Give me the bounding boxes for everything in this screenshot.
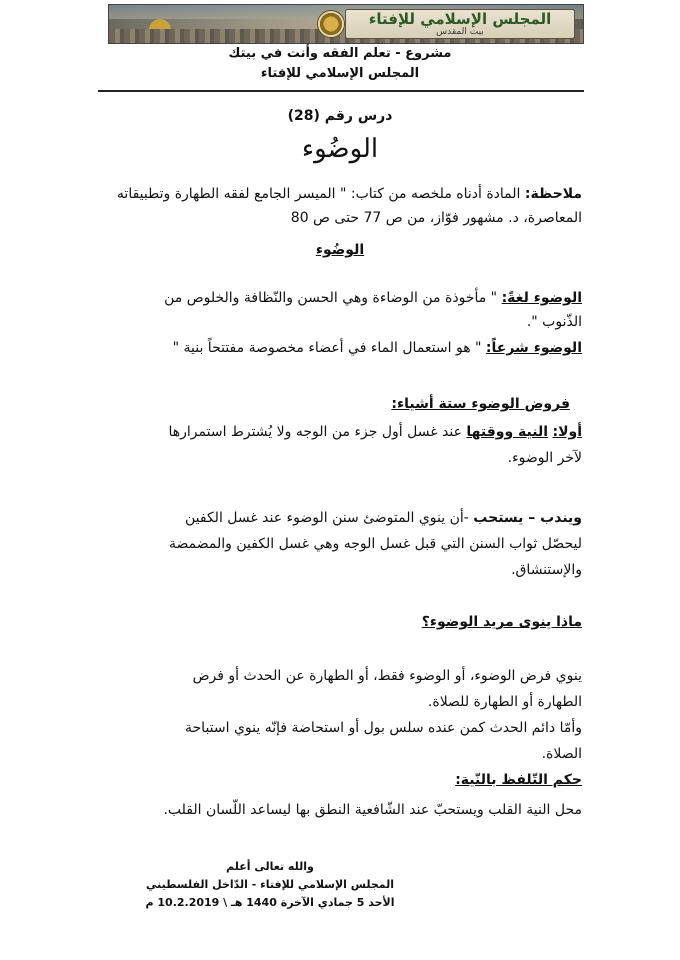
def-language-label: الوضوء لغةً: xyxy=(501,290,582,306)
recommended-line-2: ليحصّل ثواب السنن التي قبل غسل الوجه وهي غسل الكفين والمضمضة xyxy=(169,536,582,552)
def-sharia-text: " هو استعمال الماء في أعضاء مخصوصة مفتتحاً بنية " xyxy=(172,340,486,356)
banner-title: المجلس الإسلامي للإفتاء xyxy=(368,10,552,28)
banner-title-box xyxy=(345,9,575,39)
recommended-label: ويندب – يستحب xyxy=(473,510,582,526)
def-language-line-2: الذّنوب ". xyxy=(526,314,582,330)
utterance-line-1: محل النية القلب ويستحبّ عند الشّافعية النطق بها ليساعد اللّسان القلب. xyxy=(163,802,582,818)
header-divider xyxy=(98,90,584,92)
intent-line-4: الصلاة. xyxy=(541,746,582,762)
note-text-1: المادة أدناه ملخصه من كتاب: " الميسر الجامع لفقه الطهارة وتطبيقاته xyxy=(116,186,525,202)
obligation-first-label: أولا: xyxy=(552,424,582,440)
def-sharia-label: الوضوء شرعاً: xyxy=(485,340,582,356)
note-label: ملاحظة: xyxy=(524,186,582,202)
footer-date: الأحد 5 جمادي الآخرة 1440 هـ \ 10.2.2019 م xyxy=(145,896,395,909)
note-line-1 xyxy=(117,182,582,206)
council-line: المجلس الإسلامي للإفتاء xyxy=(260,66,420,81)
intent-line-3: وأمّا دائم الحدث كمن عنده سلس بول أو استحاضة فإنّه ينوي استباحة xyxy=(185,720,582,736)
def-language-text: " مأخوذة من الوضاءة وهي الحسن والنّظافة والخلوص من xyxy=(164,290,502,306)
obligation-first-line-2: لآخر الوضوء. xyxy=(507,450,582,466)
recommended-line-3: والإستنشاق. xyxy=(511,562,582,578)
project-line: مشروع - تعلم الفقه وأنت في بيتك xyxy=(228,46,452,61)
intent-line-1: ينوي فرض الوضوء، أو الوضوء فقط، أو الطهارة عن الحدث أو فرض xyxy=(192,668,582,684)
def-sharia-line xyxy=(173,336,582,360)
obligation-first-topic: النية ووقتها xyxy=(466,424,549,440)
obligation-first-line-1 xyxy=(169,420,583,444)
def-language-line-1 xyxy=(164,286,582,310)
lesson-title: الوضُوء xyxy=(301,134,379,164)
utterance-heading: حكم التّلفظ بالنّية: xyxy=(455,772,582,788)
footer-council: المجلس الإسلامي للإفتاء - الدّاخل الفلسطيني xyxy=(145,878,395,891)
council-seal-icon xyxy=(317,10,345,38)
obligation-first-text: عند غسل أول جزء من الوجه ولا يُشترط استمرارها xyxy=(168,424,467,440)
intent-line-2: الطهارة أو الطهارة للصلاة. xyxy=(427,694,582,710)
intent-heading: ماذا ينوى مريد الوضوء؟ xyxy=(421,614,582,630)
note-line-2: المعاصرة، د. مشهور فوّاز، من ص 77 حتى ص 80 xyxy=(290,210,582,226)
recommended-text-1: -أن ينوي المتوضئ سنن الوضوء عند غسل الكفين xyxy=(184,510,474,526)
recommended-line-1 xyxy=(185,506,582,530)
obligations-heading: فروض الوضوء ستة أشياء: xyxy=(391,396,570,412)
lesson-number: درس رقم (28) xyxy=(287,108,393,124)
footer-closing: والله تعالى أعلم xyxy=(226,860,314,873)
section-heading-wudu: الوضُوء xyxy=(315,242,365,258)
header-banner xyxy=(108,4,584,44)
banner-subtitle: بيت المقدس xyxy=(436,27,484,37)
